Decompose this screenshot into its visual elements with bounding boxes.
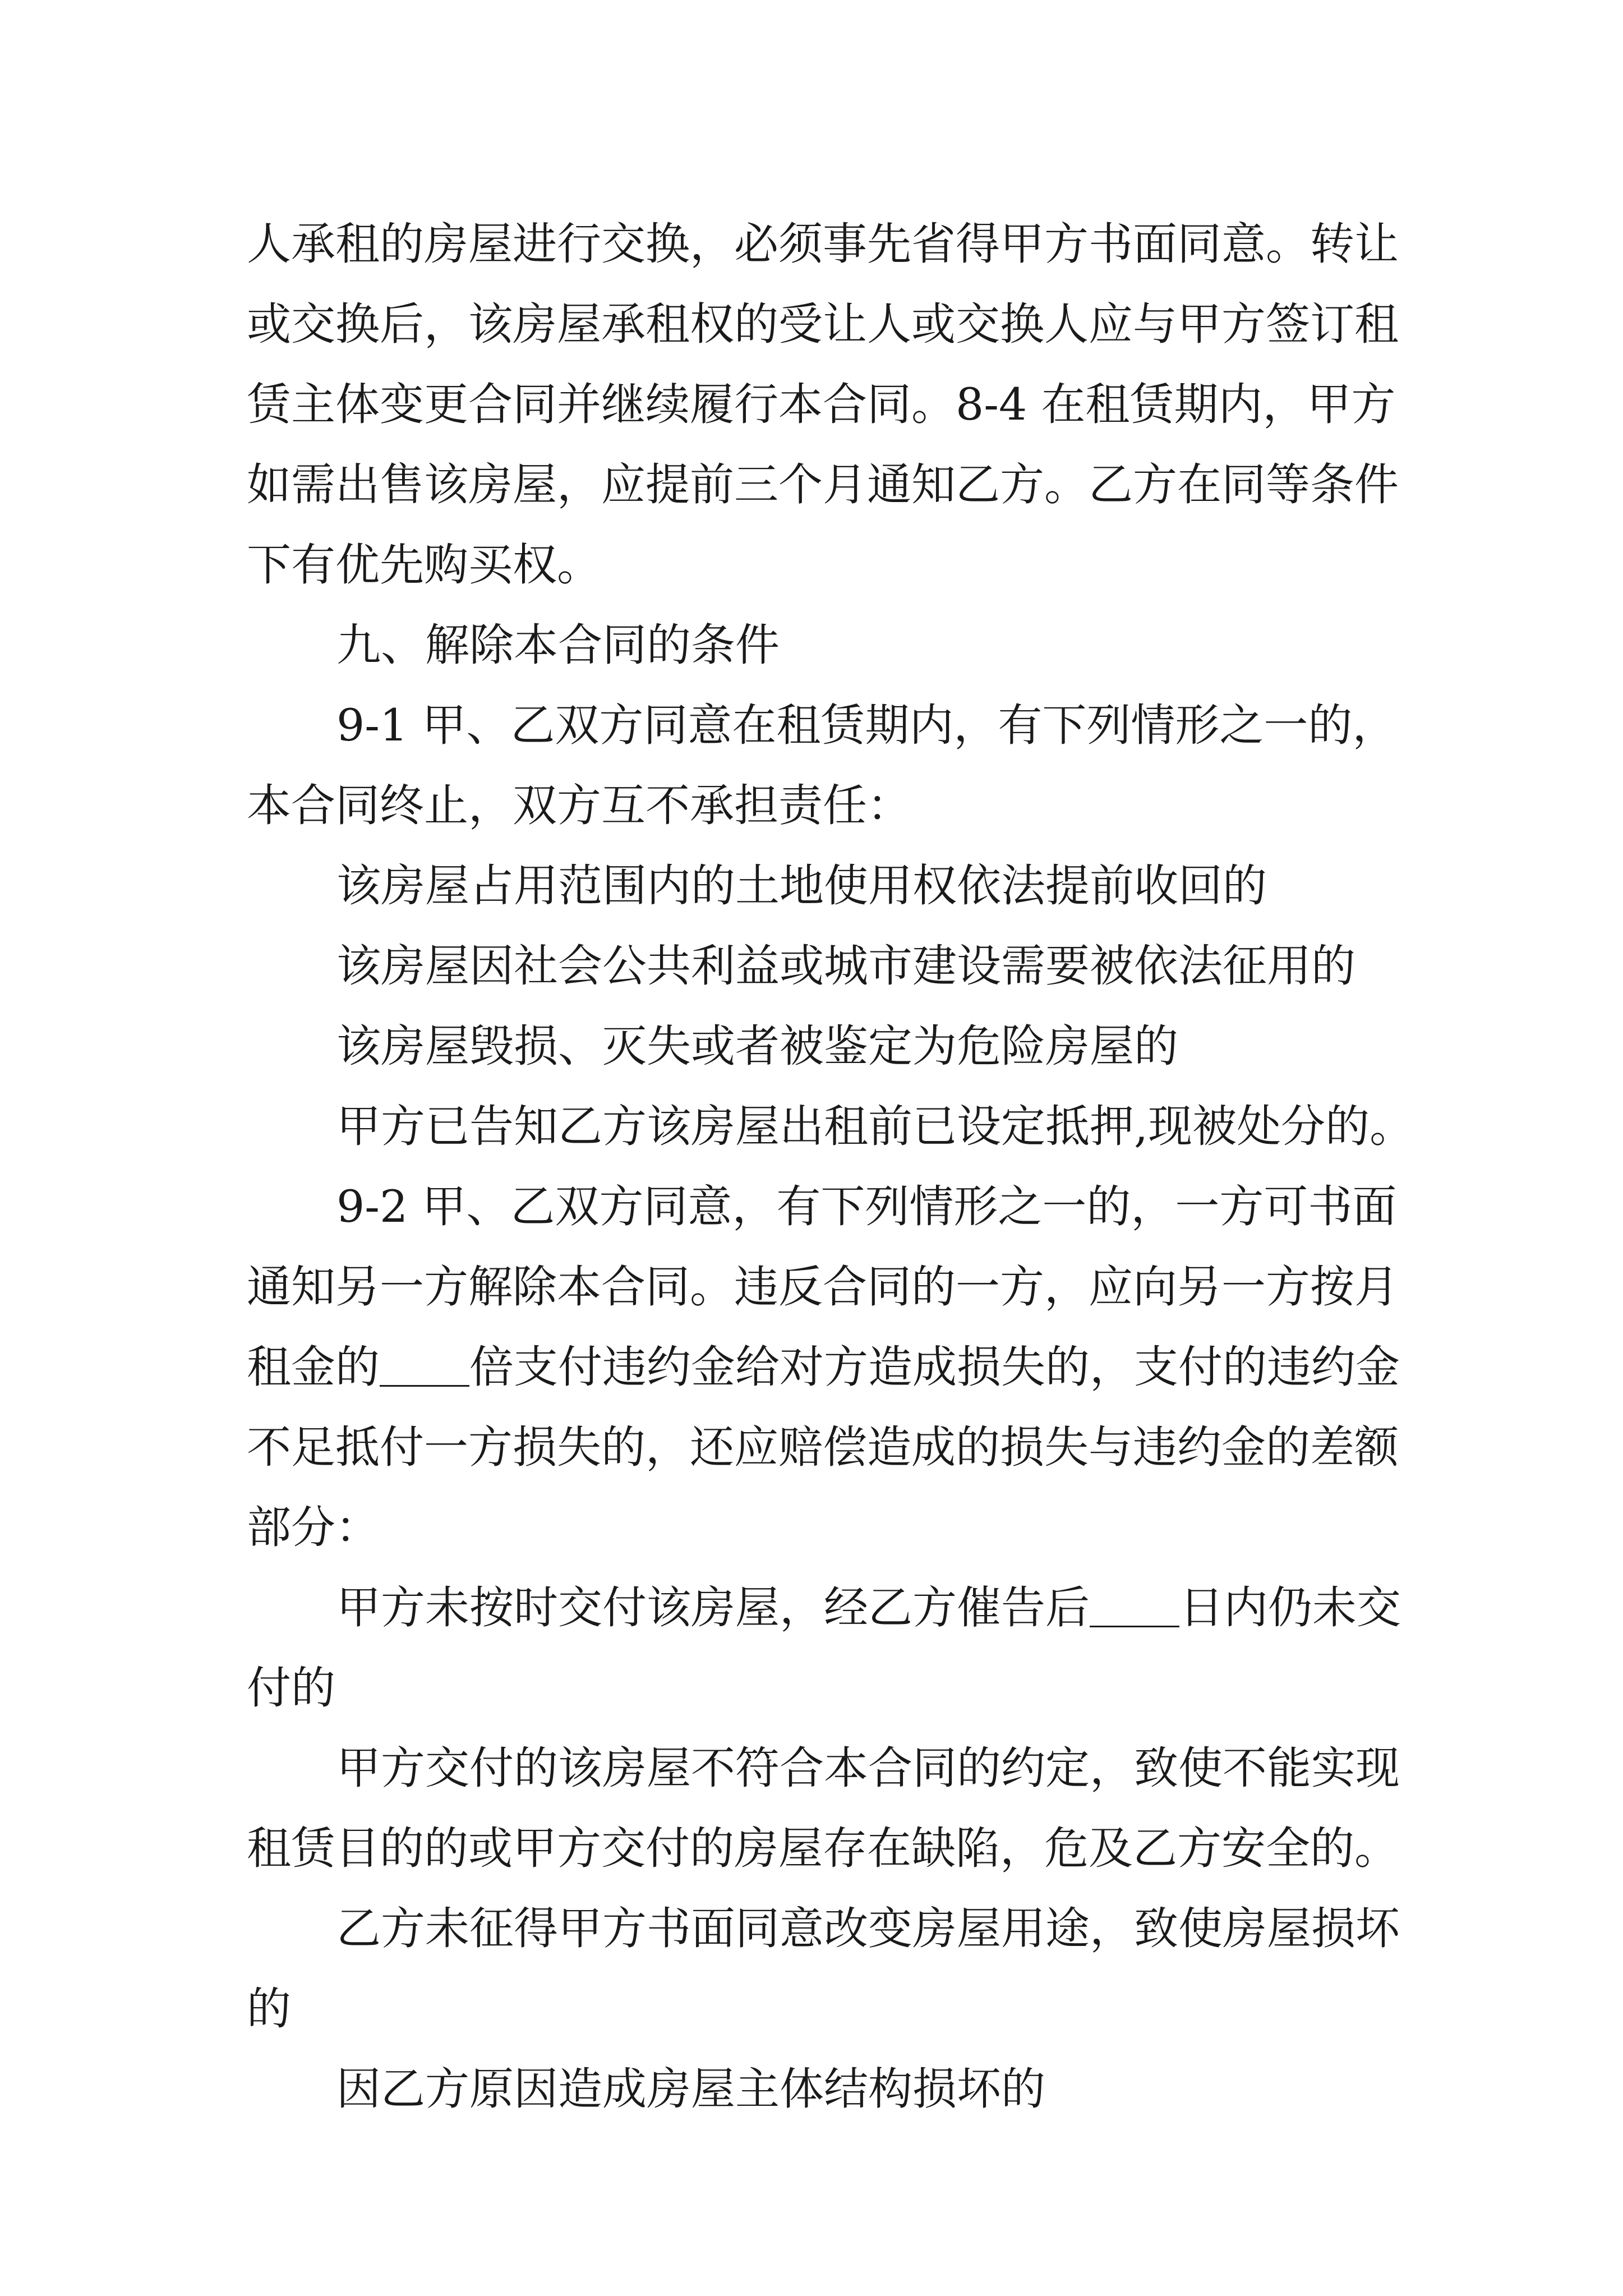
fill-in-blank (380, 1340, 469, 1387)
text-line: 租赁目的的或甲方交付的房屋存在缺陷，危及乙方安全的。 (247, 1823, 1399, 1874)
text-line: 下有优先购买权。 (247, 539, 601, 591)
text-segment: 倍支付违约金给对方造成损失的，支付的违约金 (469, 1341, 1400, 1393)
text-line: 乙方未征得甲方书面同意改变房屋用途，致使房屋损坏 (336, 1903, 1400, 1954)
text-line: 甲方已告知乙方该房屋出租前已设定抵押,现被处分的。 (336, 1101, 1414, 1152)
text-segment: 租金的 (247, 1341, 380, 1393)
text-line: 该房屋毁损、灭失或者被鉴定为危险房屋的 (336, 1020, 1178, 1072)
text-line (336, 1568, 1623, 1647)
text-line: 通知另一方解除本合同。违反合同的一方，应向另一方按月 (247, 1261, 1399, 1313)
text-line: 该房屋占用范围内的土地使用权依法提前收回的 (336, 860, 1267, 912)
text-line: 如需出售该房屋，应提前三个月通知乙方。乙方在同等条件 (247, 459, 1399, 510)
text-segment: 日内仍未交 (1179, 1582, 1401, 1634)
text-line: 本合同终止，双方互不承担责任： (247, 780, 911, 831)
text-line: 该房屋因社会公共利益或城市建设需要被依法征用的 (336, 940, 1355, 992)
text-line: 甲方交付的该房屋不符合本合同的约定，致使不能实现 (336, 1742, 1400, 1794)
text-segment: 甲方未按时交付该房屋，经乙方催告后 (336, 1582, 1090, 1634)
text-line: 因乙方原因造成房屋主体结构损坏的 (336, 2063, 1045, 2115)
text-line: 或交换后，该房屋承租权的受让人或交换人应与甲方签订租 (247, 298, 1399, 350)
text-line: 付的 (247, 1662, 335, 1714)
text-line (247, 1328, 1623, 1406)
text-line: 不足抵付一方损失的，还应赔偿造成的损失与违约金的差额 (247, 1421, 1399, 1473)
fill-in-blank (1090, 1581, 1179, 1627)
text-line: 赁主体变更合同并继续履行本合同。8-4 在租赁期内，甲方 (247, 379, 1396, 430)
text-line: 的 (247, 1983, 291, 2035)
text-line: 部分： (247, 1502, 380, 1553)
text-line: 9-1 甲、乙双方同意在租赁期内，有下列情形之一的， (336, 700, 1397, 751)
text-line: 9-2 甲、乙双方同意，有下列情形之一的，一方可书面 (336, 1181, 1397, 1232)
text-line: 人承租的房屋进行交换，必须事先省得甲方书面同意。转让 (247, 218, 1399, 270)
section-heading: 九、解除本合同的条件 (336, 619, 780, 671)
